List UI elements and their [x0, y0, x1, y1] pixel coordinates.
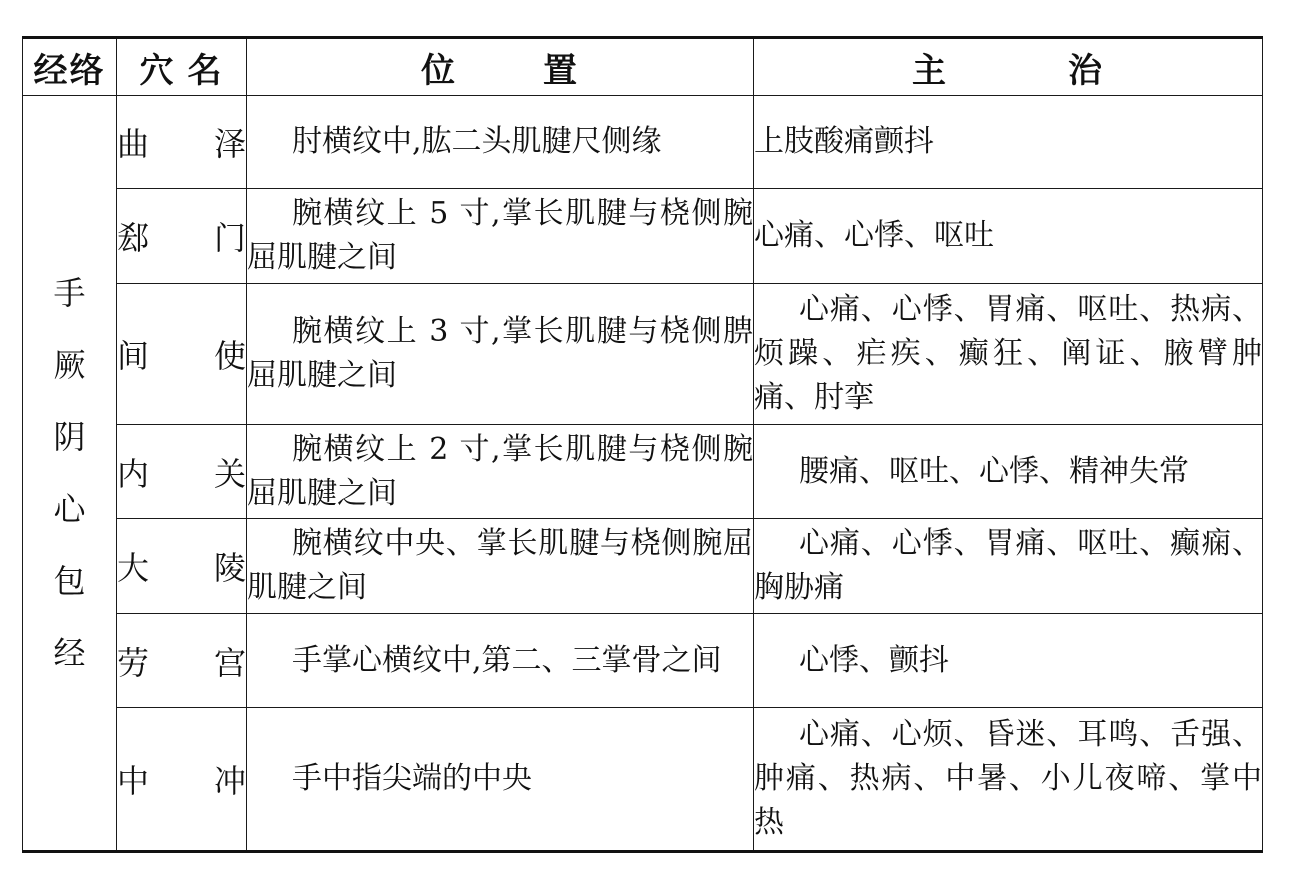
location-cell: 手掌心横纹中,第二、三掌骨之间	[247, 614, 754, 708]
point-name-cell: 内 关	[117, 425, 247, 519]
table-row	[23, 708, 1263, 852]
location-cell: 腕横纹中央、掌长肌腱与桡侧腕屈肌腱之间	[247, 519, 754, 614]
indication-cell: 上肢酸痛颤抖	[754, 96, 1263, 189]
header-row	[23, 38, 1263, 96]
header-indication: 主 治	[754, 38, 1263, 96]
indication-cell: 心痛、心烦、昏迷、耳鸣、舌强、肿痛、热病、中暑、小儿夜啼、掌中热	[754, 708, 1263, 852]
location-cell: 腕横纹上 2 寸,掌长肌腱与桡侧腕屈肌腱之间	[247, 425, 754, 519]
header-point-name: 穴 名	[117, 38, 247, 96]
point-name-cell: 中 冲	[117, 708, 247, 852]
table-row	[23, 425, 1263, 519]
indication-cell: 心痛、心悸、胃痛、呕吐、热病、烦躁、疟疾、癫狂、阐证、腋臂肿痛、肘挛	[754, 284, 1263, 425]
acupoint-table	[22, 36, 1263, 853]
point-name-cell: 劳 宫	[117, 614, 247, 708]
indication-cell: 心痛、心悸、胃痛、呕吐、癫痫、胸胁痛	[754, 519, 1263, 614]
header-meridian: 经络	[23, 38, 117, 96]
table-row	[23, 96, 1263, 189]
meridian-char: 手	[53, 274, 86, 312]
meridian-char: 阴	[53, 418, 86, 456]
meridian-char: 厥	[53, 346, 86, 384]
table-row	[23, 519, 1263, 614]
indication-cell: 心悸、颤抖	[754, 614, 1263, 708]
location-cell: 腕横纹上 5 寸,掌长肌腱与桡侧腕屈肌腱之间	[247, 189, 754, 284]
meridian-char: 经	[53, 634, 86, 672]
meridian-char: 心	[53, 490, 86, 528]
point-name-cell: 间 使	[117, 284, 247, 425]
indication-cell: 心痛、心悸、呕吐	[754, 189, 1263, 284]
table-row	[23, 189, 1263, 284]
meridian-char: 包	[53, 562, 86, 600]
location-cell: 腕横纹上 3 寸,掌长肌腱与桡侧腗屈肌腱之间	[247, 284, 754, 425]
point-name-cell: 曲 泽	[117, 96, 247, 189]
table-row	[23, 614, 1263, 708]
point-name-cell: 郄 门	[117, 189, 247, 284]
table-row	[23, 284, 1263, 425]
header-location: 位 置	[247, 38, 754, 96]
indication-cell: 腰痛、呕吐、心悸、精神失常	[754, 425, 1263, 519]
point-name-cell: 大 陵	[117, 519, 247, 614]
location-cell: 肘横纹中,肱二头肌腱尺侧缘	[247, 96, 754, 189]
location-cell: 手中指尖端的中央	[247, 708, 754, 852]
meridian-cell	[23, 96, 117, 852]
